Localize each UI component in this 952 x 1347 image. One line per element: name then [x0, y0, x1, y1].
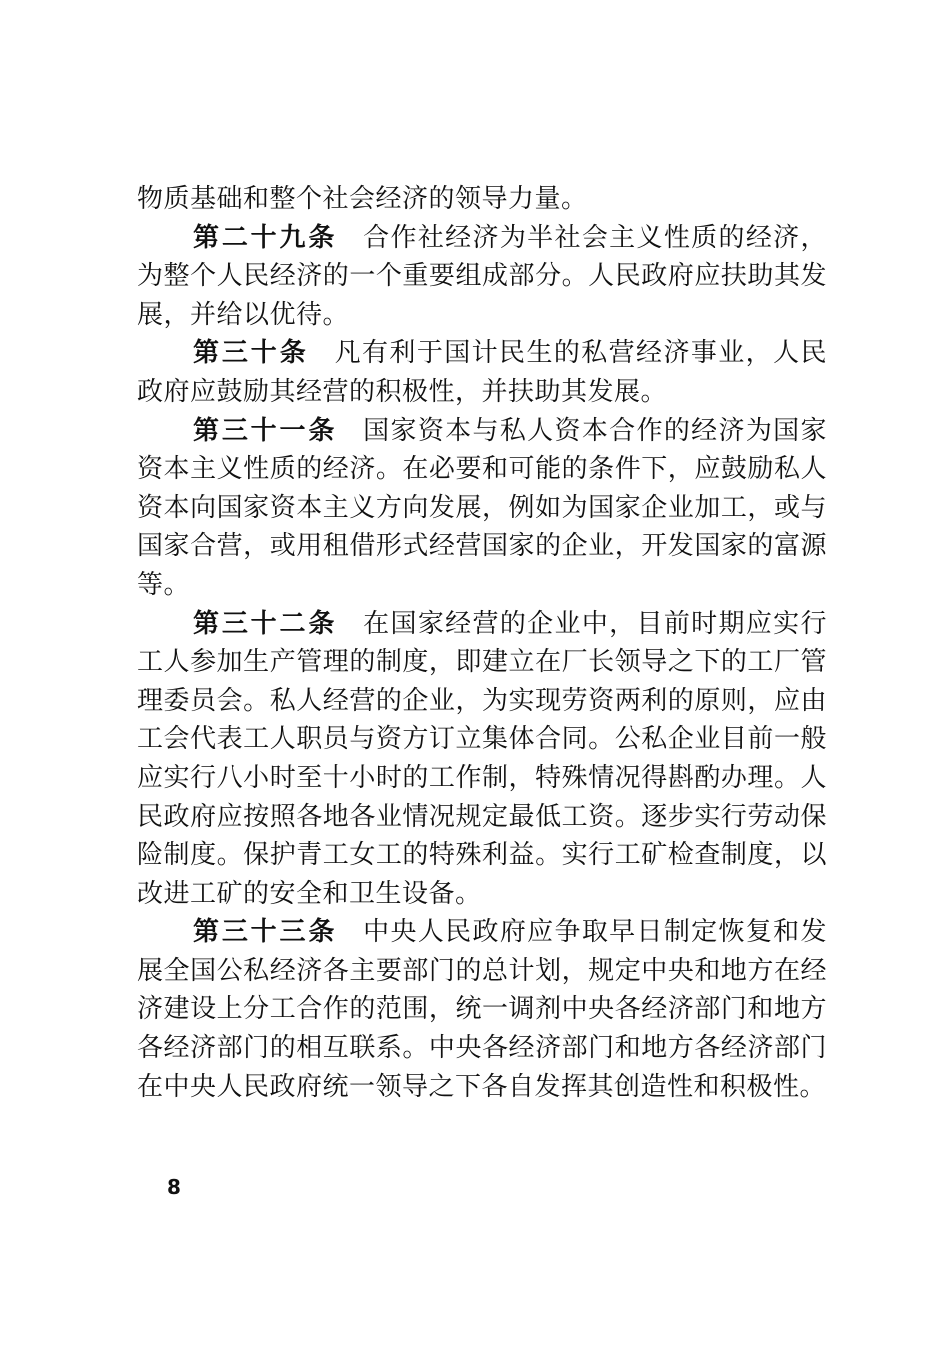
- article-number: 第三十三条: [193, 917, 338, 948]
- article-text: 国家资本与私人资本合作的经济为国家资本主义性质的经济。在必要和可能的条件下，应鼓励私人资本向国家资本主义方向发展，例如为国家企业加工，或与国家合营，或用租借形式经营国家的企业，开发国家的富源等。: [137, 415, 827, 600]
- article-number: 第三十条: [193, 338, 309, 369]
- article-30: [137, 334, 827, 411]
- article-text: 在国家经营的企业中，目前时期应实行工人参加生产管理的制度，即建立在厂长领导之下的工厂管理委员会。私人经营的企业，为实现劳资两利的原则，应由工会代表工人职员与资方订立集体合同。公私企业目前一般应实行八小时至十小时的工作制，特殊情况得斟酌办理。人民政府应按照各地各业情况规定最低工资。逐步实行劳动保险制度。保护青工女工的特殊利益。实行工矿检查制度，以改进工矿的安全和卫生设备。: [137, 608, 827, 909]
- article-33: [137, 913, 827, 1106]
- page-number: 8: [167, 1175, 181, 1199]
- article-31: [137, 412, 827, 605]
- article-number: 第三十一条: [193, 415, 338, 446]
- article-29: [137, 219, 827, 335]
- article-number: 第二十九条: [193, 222, 338, 253]
- article-text: 中央人民政府应争取早日制定恢复和发展全国公私经济各主要部门的总计划，规定中央和地方在经济建设上分工合作的范围，统一调剂中央各经济部门和地方各经济部门的相互联系。中央各经济部门和地方各经济部门在中央人民政府统一领导之下各自发挥其创造性和积极性。: [137, 917, 827, 1102]
- document-body: [137, 180, 827, 1106]
- article-text: 凡有利于国计民生的私营经济事业，人民政府应鼓励其经营的积极性，并扶助其发展。: [137, 338, 827, 407]
- continuation-text: 物质基础和整个社会经济的领导力量。: [137, 184, 588, 214]
- article-number: 第三十二条: [193, 608, 338, 639]
- article-text: 合作社经济为半社会主义性质的经济，为整个人民经济的一个重要组成部分。人民政府应扶助其发展，并给以优待。: [137, 222, 827, 330]
- continuation-paragraph: [137, 180, 827, 219]
- article-32: [137, 605, 827, 914]
